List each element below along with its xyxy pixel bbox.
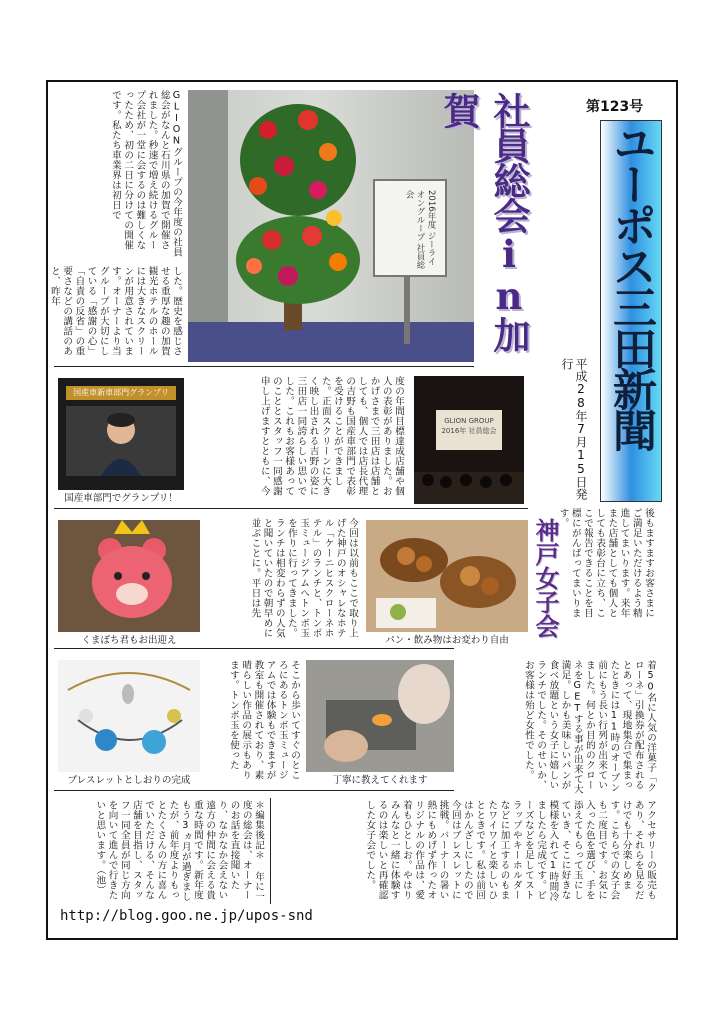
article-award-text: 度の年間目標達成店舗や個人の表彰がありました。おかげさまで三田店は店舗としても、個人では店長代理の吉野も国産車部門で表彰を受けることができました。正面スクリーンに大きく映し出される吉野の姿に三田店一同誇らしい思いでした。これもお客様あってのこととスタッフ一同感謝申し上げますとともに、今 [258, 376, 404, 496]
award-screen-banner: 国産車新車部門グランプリ [66, 386, 176, 400]
award-screen-photo [58, 378, 184, 490]
divider-top [54, 366, 474, 367]
bracelet-illustration [58, 660, 200, 772]
caption-bread: パン・飲み物はお変わり自由 [385, 635, 509, 646]
article-bread-text: 着50名に人気の洋菓子「クローネ」引換券が配布されるとあって、現地集合で集まったときには11時のオープン前にもう長い行列が出来ていました。何とか目的のクローネをGETする事が出来て大満足。しかも美味しいパンが食べ放題という女子に嬉しいランチでした。そのせいか、お客様は殆ど女性でした。 [522, 660, 656, 795]
blog-url[interactable]: http://blog.goo.ne.jp/upos-snd [60, 908, 313, 924]
postscript-divider [270, 798, 271, 904]
article-lunch-text: 今回は以前もここで取り上げた神戸のオシャレなホテル「ケーニヒスクローネホテル」のランチと、トンボ玉ミュージアムへトンボ玉を作りに行ってきました。ランチは相変わらずの人気と聞いていたので朝早めに並ぶことに。平日は先 [249, 518, 358, 638]
flower-signboard-photo [188, 90, 474, 362]
meeting-screen-photo [414, 376, 524, 504]
article-museum-text: そこから歩いてすぐのところにあるトンボ玉ミュージアムでは体験もできますが教室も開催されており、素晴らしい作品の展示もあります。トンボ玉を使った [227, 660, 300, 780]
bread-buffet-illustration [366, 520, 528, 632]
caption-bear: くまぽち君もお出迎え [81, 635, 177, 646]
glass-lesson-illustration [306, 660, 454, 772]
divider-middle [54, 508, 528, 509]
masthead-title [600, 120, 662, 502]
award-winner-illustration [58, 378, 184, 490]
article-intro-text: GLIONグループの今年度の社員総会がなんと石川県の加賀で開催されました。秒速で増え続けるグループ会社が一堂に会するのは難しくなったため、初の二日に分けての開催です。私たち車業界は初日で [109, 90, 182, 257]
article-followup-text: 後もますますお客さまにご満足いただけるよう精進してまいります。来年また店舗としても個人としても表彰台に立ち、ここで報告できることを目標にがんばってまいります。 [557, 508, 654, 618]
bear-mascot-illustration [58, 520, 200, 632]
caption-lesson: 丁寧に教えてくれます [332, 775, 428, 786]
caption-bracelet: ブレスレットとしおりの完成 [67, 775, 191, 786]
caption-award: 国産車部門でグランプリ！ [64, 493, 178, 504]
headline-kobe-girls: 神戸女子会 [531, 518, 560, 638]
masthead-title-text: ユーポス三田新聞 [605, 121, 656, 449]
divider-lower [54, 648, 454, 649]
issue-number: 第123号 [586, 99, 644, 115]
article-craft-text: アクセサリーの販売もあり、それらを見るだけでも十分楽しめます。こちらでの女子会も二度目です。お気に入った色を選び、手を添えてもらって玉にしていき、そこに好きな模様を入れて1時間冷ましたら完成です。ビーズなどを足してストラップやキーホルダーなどに加工するのもまたワイワイと楽しいひとときです。私は前回はかんざしにしたので今回はブレスレットに挑戦。バーナーの暑い熱にもめげず作ったオリジナルの作品は、愛着もひとしお。やはりみんなと一緒に体験するのは楽しいと再確認した女子会でした。 [364, 800, 656, 902]
meeting-screen-text: GLION GROUP 2016年 社員総会 [436, 410, 502, 450]
divider-bottom [54, 790, 454, 791]
meeting-audience-illustration [414, 376, 524, 504]
signboard-text: 2016年度 ジーライオングループ 社員総会 [404, 190, 436, 270]
newspaper-sheet [46, 80, 678, 940]
bracelet-photo [58, 660, 200, 772]
bread-buffet-photo [366, 520, 528, 632]
article-intro-text-2: した。歴史を感じさせる重厚な趣の加賀観光ホテルのホールには大きなスクリーンが用意されています。オーナーより当グループが大切にしている「感謝の心」「自責の反省」の重要さなどの講話のあと、昨年 [48, 266, 182, 356]
bear-mascot-photo [58, 520, 200, 632]
publication-date: 平成28年7月15日発行 [560, 358, 588, 500]
editor-postscript-text: ＊編集後記＊ 年に一度の総会は、オーナーのお話を直接聞いたり、なかなか会えない遠方の仲間に会える貴重な時間です。新年度もう3ヵ月が過ぎましたが、前年度よりもっとたくさんの方に喜んでいただける、そんな店舗を目指し、スタッフ一同全員が同じ方向を向いて進んで行きたいと思います。（池） [94, 800, 264, 902]
glass-lesson-photo [306, 660, 454, 772]
headline-general-meeting: 社員総会in加賀 [437, 92, 531, 351]
